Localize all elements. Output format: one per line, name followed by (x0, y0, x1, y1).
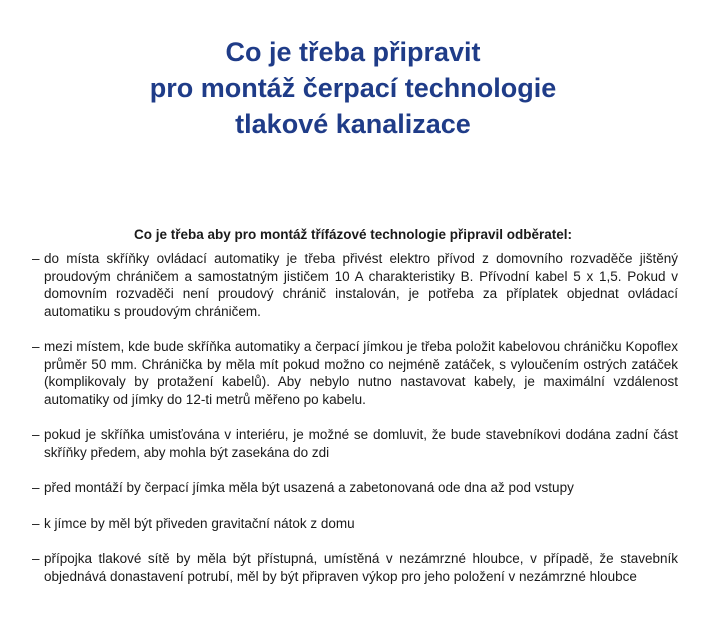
bullet-dash: – (32, 251, 40, 266)
page-title (0, 34, 706, 142)
bullet-dash: – (32, 480, 40, 495)
requirements-list (32, 250, 678, 603)
list-item (32, 515, 678, 533)
list-item-text: mezi místem, kde bude skříňka automatiky a čerpací jímkou je třeba položit kabelovou chráničku Kopoflex průměr 50 mm. Chránička by měla mít pokud možno co nejméně zatáček, s vyloučením ostrých zatáček (komplikovaly by protažení kabelů). Aby nebylo nutno nastavovat kabely, je maximální vzdálenost automatiky od jímky do 12-ti metrů měřeno po kabelu. (44, 339, 678, 407)
bullet-dash: – (32, 515, 40, 531)
bullet-dash: – (32, 427, 40, 442)
title-line-2: pro montáž čerpací technologie (149, 73, 557, 103)
bullet-dash: – (32, 339, 40, 354)
list-item (32, 250, 678, 320)
list-item (32, 479, 678, 497)
list-item (32, 426, 678, 461)
section-heading: Co je třeba aby pro montáž třífázové technologie připravil odběratel: (133, 227, 573, 242)
bullet-dash: – (32, 551, 40, 566)
list-item-text: k jímce by měl být přiveden gravitační nátok z domu (44, 515, 355, 531)
list-item (32, 550, 678, 585)
list-item-text: do místa skříňky ovládací automatiky je třeba přivést elektro přívod z domovního rozvaděče jištěný proudovým chráničem a samostatným jističem 10 A charakteristiky B. Přívodní kabel 5 x 1,5. Pokud v domovním rozvaděči není proudový chránič instalován, je potřeba za příplatek objednat ovládací automatiku s proudovým chráničem. (44, 251, 678, 319)
title-line-3: tlakové kanalizace (235, 109, 471, 139)
list-item-text: přípojka tlakové sítě by měla být přístupná, umístěná v nezámrzné hloubce, v případě, že stavebník objednává donastavení potrubí, měl by být připraven výkop pro jeho položení v nezámrzné hloubce (44, 551, 678, 584)
title-line-1: Co je třeba připravit (225, 37, 481, 67)
list-item-text: před montáží by čerpací jímka měla být usazená a zabetonovaná ode dna až pod vstupy (44, 480, 574, 495)
list-item-text: pokud je skříňka umisťována v interiéru, je možné se domluvit, že bude stavebníkovi dodána zadní část skříňky předem, aby mohla být zasekána do zdi (44, 427, 678, 460)
list-item (32, 338, 678, 408)
